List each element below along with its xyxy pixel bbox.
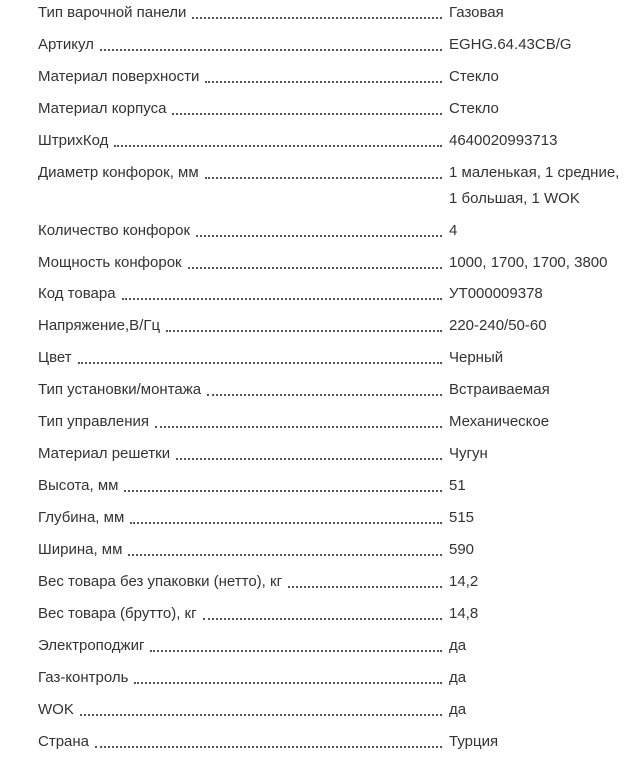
spec-row-burner-diameter xyxy=(38,161,633,219)
spec-value: Механическое xyxy=(449,413,550,430)
spec-label: Диаметр конфорок, мм xyxy=(38,161,205,185)
spec-label: Напряжение,В/Гц xyxy=(38,314,166,338)
spec-row-width xyxy=(38,538,633,570)
spec-label: ШтрихКод xyxy=(38,129,114,153)
spec-row-control-type xyxy=(38,410,633,442)
dotted-leader xyxy=(155,426,442,428)
dotted-leader xyxy=(114,145,442,147)
spec-row-article xyxy=(38,33,633,65)
spec-label: Мощность конфорок xyxy=(38,251,188,275)
dotted-leader xyxy=(150,650,442,652)
spec-row-burner-count xyxy=(38,219,633,251)
spec-value: 14,8 xyxy=(449,605,479,622)
spec-label: Электроподжиг xyxy=(38,634,150,658)
spec-label: Тип установки/монтажа xyxy=(38,378,207,402)
spec-label: WOK xyxy=(38,698,80,722)
spec-row-voltage xyxy=(38,314,633,346)
spec-row-grate-material xyxy=(38,442,633,474)
spec-label: Высота, мм xyxy=(38,474,124,498)
spec-row-gross-weight xyxy=(38,602,633,634)
spec-label: Глубина, мм xyxy=(38,506,130,530)
spec-value: Стекло xyxy=(449,100,499,117)
spec-label: Код товара xyxy=(38,282,122,306)
spec-row-gas-control xyxy=(38,666,633,698)
spec-label: Материал корпуса xyxy=(38,97,172,121)
spec-value: Стекло xyxy=(449,68,499,85)
dotted-leader xyxy=(124,490,442,492)
spec-value: УТ000009378 xyxy=(449,285,543,302)
spec-row-installation-type xyxy=(38,378,633,410)
spec-row-surface-material xyxy=(38,65,633,97)
spec-row-depth xyxy=(38,506,633,538)
spec-label: Страна xyxy=(38,730,95,754)
dotted-leader xyxy=(205,177,442,179)
dotted-leader xyxy=(100,49,442,51)
dotted-leader xyxy=(95,746,442,748)
dotted-leader xyxy=(188,267,442,269)
spec-value: 4640020993713 xyxy=(449,132,558,149)
spec-value: 220-240/50-60 xyxy=(449,317,547,334)
spec-row-electric-ignition xyxy=(38,634,633,666)
spec-value: да xyxy=(449,701,467,718)
spec-value: 515 xyxy=(449,509,475,526)
spec-label: Количество конфорок xyxy=(38,219,196,243)
spec-value: 4 xyxy=(449,222,458,239)
spec-value: Встраиваемая xyxy=(449,381,550,398)
dotted-leader xyxy=(205,81,442,83)
specifications-list xyxy=(38,0,633,762)
dotted-leader xyxy=(128,554,442,556)
spec-row-net-weight xyxy=(38,570,633,602)
spec-label: Ширина, мм xyxy=(38,538,128,562)
spec-label: Тип управления xyxy=(38,410,155,434)
spec-value: да xyxy=(449,669,467,686)
spec-label: Материал поверхности xyxy=(38,65,205,89)
dotted-leader xyxy=(207,394,442,396)
spec-label: Цвет xyxy=(38,346,78,370)
spec-row-body-material xyxy=(38,97,633,129)
spec-row-hob-type xyxy=(38,1,633,33)
spec-row-product-code xyxy=(38,282,633,314)
spec-value: EGHG.64.43CB/G xyxy=(449,36,572,53)
spec-label: Вес товара (брутто), кг xyxy=(38,602,203,626)
spec-value: да xyxy=(449,637,467,654)
dotted-leader xyxy=(196,235,442,237)
spec-row-height xyxy=(38,474,633,506)
dotted-leader xyxy=(166,330,442,332)
spec-value: 51 xyxy=(449,477,466,494)
spec-label: Тип варочной панели xyxy=(38,1,192,25)
dotted-leader xyxy=(176,458,442,460)
spec-label: Артикул xyxy=(38,33,100,57)
spec-value: 590 xyxy=(449,541,475,558)
spec-value: Турция xyxy=(449,733,499,750)
spec-value: Черный xyxy=(449,349,504,366)
spec-row-burner-power xyxy=(38,251,633,283)
spec-label: Вес товара без упаковки (нетто), кг xyxy=(38,570,288,594)
dotted-leader xyxy=(122,298,442,300)
spec-value: 1000, 1700, 1700, 3800 xyxy=(449,254,608,271)
spec-value: Чугун xyxy=(449,445,488,462)
spec-value: Газовая xyxy=(449,4,504,21)
dotted-leader xyxy=(192,17,442,19)
dotted-leader xyxy=(134,682,442,684)
spec-value: 1 маленькая, 1 средние, 1 большая, 1 WOK xyxy=(449,164,620,207)
spec-row-color xyxy=(38,346,633,378)
spec-value: 14,2 xyxy=(449,573,479,590)
spec-label: Газ-контроль xyxy=(38,666,134,690)
dotted-leader xyxy=(172,113,442,115)
dotted-leader xyxy=(78,362,442,364)
spec-row-barcode xyxy=(38,129,633,161)
dotted-leader xyxy=(80,714,442,716)
dotted-leader xyxy=(130,522,442,524)
spec-row-wok xyxy=(38,698,633,730)
dotted-leader xyxy=(288,586,442,588)
spec-label: Материал решетки xyxy=(38,442,176,466)
spec-row-country xyxy=(38,730,633,762)
dotted-leader xyxy=(203,618,442,620)
